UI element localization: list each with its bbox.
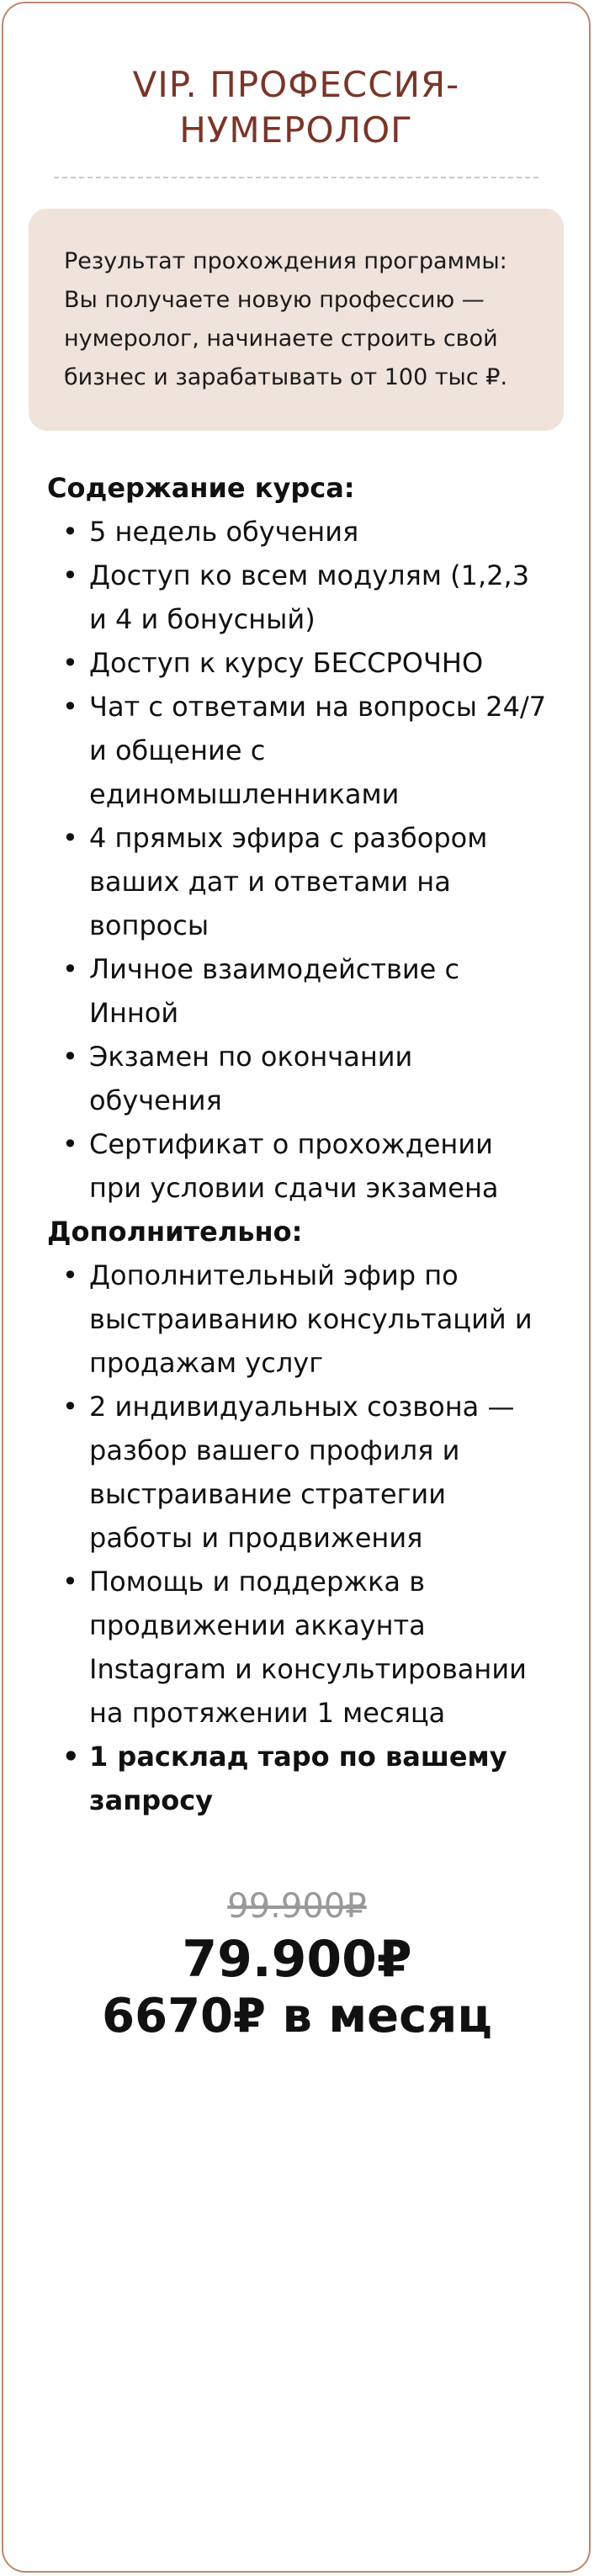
bullet-icon: • [62,1128,78,1160]
tariff-card [2,2,591,2573]
list-item: • Дополнительный эфир по выстраиванию консультаций и продажам услуг [47,1254,547,1385]
bullet-icon: • [62,1741,80,1773]
list-item: • 1 расклад таро по вашему запросу [47,1735,547,1822]
old-price: 99.900₽ [227,1887,367,1926]
course-content [3,466,589,2044]
bullet-icon: • [62,647,78,679]
list-item: • Помощь и поддержка в продвижении аккаунта Instagram и консультировании на протяжении 1 месяца [47,1560,547,1735]
monthly-price: 6670₽ в месяц [102,1989,492,2043]
result-text: Результат прохождения программы: Вы получаете новую профессию — нумеролог, начинаете строить свой бизнес и зарабатывать от 100 тыс ₽. [64,248,508,390]
bullet-icon: • [62,822,78,854]
content-list [47,510,547,1210]
bullet-icon: • [62,953,78,985]
list-item: • Сертификат о прохождении при условии сдачи экзамена [47,1122,547,1210]
list-item: • 2 индивидуальных созвона — разбор вашего профиля и выстраивание стратегии работы и продвижения [47,1385,547,1560]
bullet-icon: • [62,1566,78,1598]
extra-section-title: Дополнительно: [47,1216,303,1248]
list-item: • 4 прямых эфира с разбором ваших дат и ответами на вопросы [47,816,547,947]
bullet-icon: • [62,1391,78,1423]
bullet-icon: • [62,1259,78,1291]
new-price: 79.900₽ [182,1930,412,1989]
list-item: • Чат с ответами на вопросы 24/7 и общение с единомышленниками [47,685,547,816]
content-section-title: Содержание курса: [47,472,355,504]
result-box [29,209,564,431]
list-item: • Экзамен по окончании обучения [47,1035,547,1122]
extra-list [47,1254,547,1822]
list-item: • Личное взаимодействие с Инной [47,947,547,1035]
list-item: • Доступ ко всем модулям (1,2,3 и 4 и бонусный) [47,554,547,641]
card-title [3,62,589,153]
list-item: • Доступ к курсу БЕССРОЧНО [47,641,547,685]
bullet-icon: • [62,691,78,723]
list-item: • 5 недель обучения [47,510,547,554]
bullet-icon: • [62,516,78,548]
card-title-line-2: НУМЕРОЛОГ [179,109,413,151]
pricing [47,1883,547,2044]
bullet-icon: • [62,559,78,591]
card-title-line-1: VIP. ПРОФЕССИЯ- [132,64,460,105]
bullet-icon: • [62,1041,78,1073]
dashed-divider [54,177,538,178]
